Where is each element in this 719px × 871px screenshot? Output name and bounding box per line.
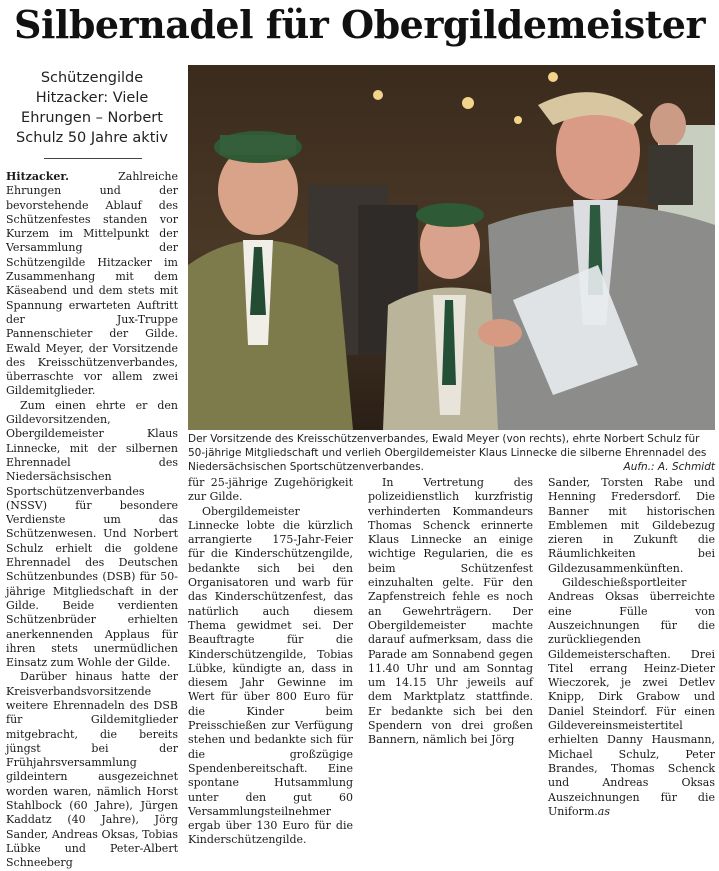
article-column-3 xyxy=(368,476,533,774)
photo-caption xyxy=(188,432,715,474)
paragraph-3: Darüber hinaus hatte der Kreisverbandsvorsitzende weitere Ehrennadeln des DSB für Gildemitglieder mitgebracht, die bereits jüngst bei der Frühjahrsversammlung gildeintern ausgezeichnet worden waren, nämlich Horst Stahlbock (60 Jahre), Jürgen Kaddatz (40 Jahre), Jörg Sander, Andreas Oksas, Tobias Lübke und Peter-Albert Schneeberg xyxy=(6,670,178,870)
article-photo xyxy=(188,65,715,430)
subhead-divider xyxy=(44,158,142,159)
article-column-1 xyxy=(6,170,178,870)
article-column-4 xyxy=(548,476,715,818)
paragraph-1: Zahlreiche Ehrungen und der bevorstehende Ablauf des Schützenfestes standen vor Kurzem im Mittelpunkt der Versammlung der Schützengilde Hitzacker im Zusammenhang mit dem Käseabend und dem stets mit Spannung erwarteten Auftritt der Jux-Truppe Pannenschieter der Gilde. Ewald Meyer, der Vorsitzende des Kreisschützenverbandes, überraschte vor allem zwei Gildemitglieder. xyxy=(6,170,178,398)
paragraph-4: für 25-jährige Zugehörigkeit zur Gilde. xyxy=(188,476,353,504)
dateline: Hitzacker. xyxy=(6,170,69,183)
paragraph-5: Obergildemeister Linnecke lobte die kürzlich arrangierte 175-Jahr-Feier für die Kinderschützengilde, bedankte sich bei den Organisatoren und warb für das Kinderschützenfest, das natürlich auch diesem Thema gewidmet sei. Der Beauftragte für die Kinderschützengilde, Tobias Lübke, kündigte an, dass in diesem Jahr Gewinne im Wert für über 800 Euro für die Kinder beim Preisschießen zur Verfügung stehen und bedankte sich für die großzügige Spendenbereitschaft. Eine spontane Hutsammlung unter den gut 60 Versammlungsteilnehmer ergab über 130 Euro für die Kinderschützengilde. xyxy=(188,504,353,847)
photo-credit: Aufn.: A. Schmidt xyxy=(623,461,715,473)
subheadline: Schützengilde Hitzacker: Viele Ehrungen – Norbert Schulz 50 Jahre aktiv xyxy=(16,70,168,146)
paragraph-6: In Vertretung des polizeidienstlich kurzfristig verhinderten Kommandeurs Thomas Schenck erinnerte Klaus Linnecke an einige wichtige Regularien, die es beim Schützenfest einzuhalten gelte. Für den Zapfenstreich fehle es noch an Gewehrträgern. Der Obergildemeister machte darauf aufmerksam, dass die Parade am Sonnabend gegen 11.40 Uhr und am Sonntag um 14.15 Uhr jeweils auf dem Marktplatz stattfinde. Er bedankte sich bei den Spendern von drei großen Bannern, nämlich bei Jörg xyxy=(368,476,533,747)
author-signature: as xyxy=(597,804,610,818)
headline: Silbernadel für Obergildemeister xyxy=(14,2,705,47)
article-column-2 xyxy=(188,476,353,847)
caption-text: Der Vorsitzende des Kreisschützenverbandes, Ewald Meyer (von rechts), ehrte Norbert Schulz für 50-jährige Mitgliedschaft und verlieh Obergildemeister Klaus Linnecke die silberne Ehrennadel des Niedersächsischen Sportschützenverbandes. xyxy=(188,433,707,473)
paragraph-8: Gildeschießsportleiter Andreas Oksas überreichte eine Fülle von Auszeichnungen für die zurückliegenden Gildemeisterschaften. Drei Titel errang Heinz-Dieter Wieczorek, je zwei Detlev Knipp, Dirk Grabow und Daniel Steindorf. Für einen Gildevereinsmeistertitel erhielten Danny Hausmann, Michael Schulz, Peter Brandes, Thomas Schenck und Andreas Oksas Auszeichnungen für die Uniform. xyxy=(548,576,715,818)
paragraph-2: Zum einen ehrte er den Gildevorsitzenden, Obergildemeister Klaus Linnecke, mit der silbernen Ehrennadel des Niedersächsischen Sportschützenverbandes (NSSV) für besondere Verdienste um das Schützenwesen. Und Norbert Schulz erhielt die goldene Ehrennadel des Deutschen Schützenbundes (DSB) für 50-jährige Mitgliedschaft in der Gilde. Beide verdienten Schützenbrüder erhielten anerkennenden Applaus für ihren stets unermüdlichen Einsatz zum Wohle der Gilde. xyxy=(6,398,178,670)
paragraph-7: Sander, Torsten Rabe und Henning Fredersdorf. Die Banner mit historischen Emblemen mit Gildebezug zieren in Zukunft die Räumlichkeiten bei Gildezusammenkünften. xyxy=(548,476,715,575)
